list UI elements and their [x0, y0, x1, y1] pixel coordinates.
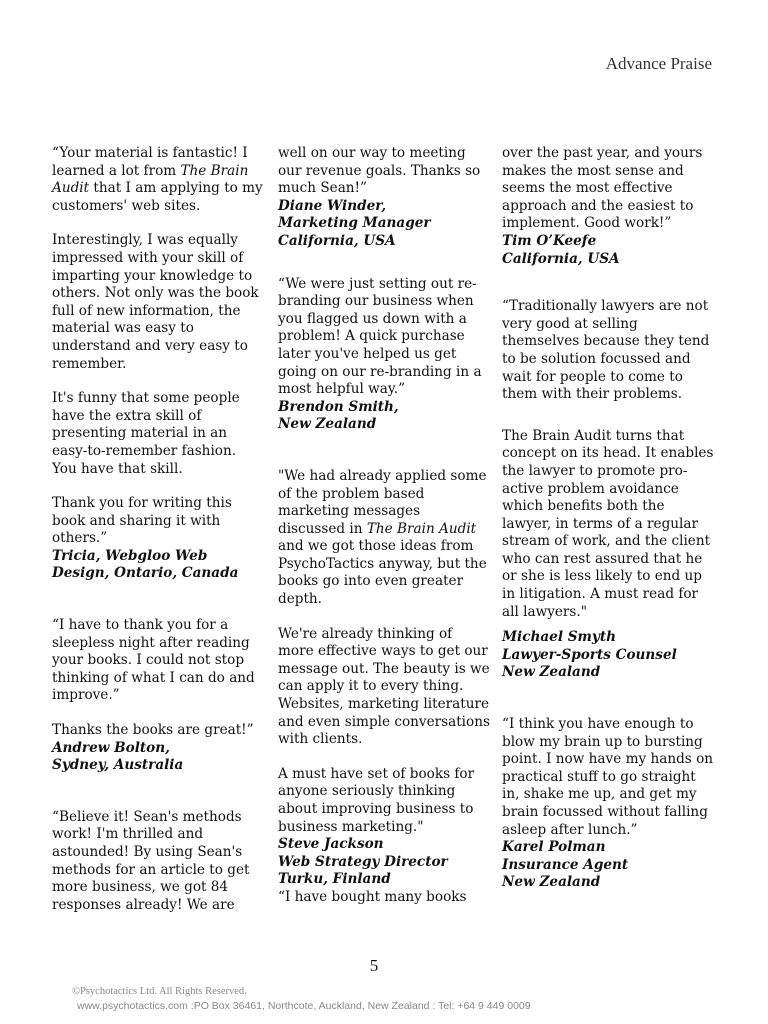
copyright-notice: ©Psychotactics Ltd. All Rights Reserved.: [72, 986, 247, 997]
testimonial-paragraph: over the past year, and yours makes the most sense and seems the most effective approach and the easiest to implement. Good work!”: [502, 145, 703, 232]
testimonial-paragraph: “Believe it! Sean's methods work! I'm thrilled and astounded! By using Sean's methods for an article to get more business, we got 84 responses already! We are: [52, 808, 250, 913]
page-header-title: Advance Praise: [605, 54, 712, 73]
testimonial-paragraph: “I have to thank you for a sleepless night after reading your books. I could not stop thinking of what I can do and improve.”: [52, 617, 255, 704]
testimonial-paragraph: "We had already applied some of the problem based marketing messages discussed in The Brain Audit and we got those ideas from PsychoTactics anyway, but the books go into even greater depth.: [278, 467, 487, 608]
testimonial-paragraph: It's funny that some people have the extra skill of presenting material in an easy-to-remember fashion. You have that skill.: [52, 390, 240, 477]
testimonial-attribution: Andrew Bolton,: [52, 739, 170, 756]
testimonial-paragraph: “I have bought many books: [278, 888, 467, 905]
page-number: 5: [369, 956, 379, 975]
testimonial-attribution: New Zealand: [278, 416, 377, 433]
contact-line: www.psychotactics.com :PO Box 36461, Northcote, Auckland, New Zealand : Tel: +64 9 449 0009: [77, 1000, 531, 1012]
testimonial-attribution: Insurance Agent: [502, 856, 629, 873]
testimonial-paragraph: “I think you have enough to blow my brain up to bursting point. I now have my hands on practical stuff to go straight in, shake me up, and get my brain focussed without falling asleep after lunch.”: [502, 716, 714, 838]
testimonial-attribution: Sydney, Australia: [52, 757, 184, 774]
testimonial-paragraph: We're already thinking of more effective ways to get our message out. The beauty is we can apply it to every thing. Websites, marketing literature and even simple conversations with clients.: [278, 625, 490, 748]
testimonial-attribution: Michael Smyth: [502, 629, 616, 646]
testimonial-attribution: Tim O’Keefe: [502, 232, 597, 249]
testimonial-paragraph: The Brain Audit turns that concept on its head. It enables the lawyer to promote pro-active problem avoidance which benefits both the lawyer, in terms of a regular stream of work, and the client who can rest assured that he or she is less likely to end up in litigation. A must read for all lawyers.": [502, 427, 714, 620]
testimonial-attribution: New Zealand: [502, 874, 601, 891]
testimonial-paragraph: Thank you for writing this book and sharing it with others.”: [52, 495, 232, 547]
page-footer: [72, 985, 531, 1013]
testimonial-attribution: Tricia, Webgloo Web Design, Ontario, Canada: [52, 547, 239, 582]
testimonial-attribution: Turku, Finland: [278, 871, 391, 888]
testimonial-attribution: Lawyer-Sports Counsel: [502, 646, 677, 663]
book-title: The Brain Audit: [366, 520, 477, 537]
testimonial-paragraph: “We were just setting out re-branding our business when you flagged us down with a problem! A quick purchase later you've helped us get going on our re-branding in a most helpful way.”: [278, 275, 482, 398]
testimonial-attribution: Diane Winder,: [278, 197, 387, 214]
testimonial-paragraph: A must have set of books for anyone seriously thinking about improving business to business marketing.": [278, 765, 475, 835]
column-3: [502, 145, 716, 892]
testimonial-attribution: California, USA: [278, 232, 396, 249]
column-2: [278, 145, 490, 907]
testimonial-attribution: Marketing Manager: [278, 215, 431, 232]
book-title: The Brain Audit: [52, 162, 249, 197]
testimonial-attribution: Web Strategy Director: [278, 853, 448, 870]
testimonial-paragraph: Interestingly, I was equally impressed with your skill of imparting your knowledge to others. Not only was the book full of new information, the material was easy to understand and very easy to remember.: [52, 232, 259, 372]
testimonial-paragraph: “Your material is fantastic! I learned a lot from The Brain Audit that I am applying to my customers' web sites.: [52, 145, 263, 214]
testimonial-attribution: Karel Polman: [502, 839, 606, 856]
testimonial-attribution: New Zealand: [502, 664, 601, 681]
testimonial-attribution: California, USA: [502, 250, 620, 267]
testimonial-attribution: Steve Jackson: [278, 836, 384, 853]
testimonial-paragraph: “Traditionally lawyers are not very good at selling themselves because they tend to be solution focussed and wait for people to come to them with their problems.: [502, 298, 710, 403]
column-1: [52, 145, 264, 914]
testimonial-attribution: Brendon Smith,: [278, 398, 399, 415]
testimonial-paragraph: well on our way to meeting our revenue goals. Thanks so much Sean!”: [278, 145, 481, 197]
testimonial-paragraph: Thanks the books are great!”: [52, 722, 254, 739]
